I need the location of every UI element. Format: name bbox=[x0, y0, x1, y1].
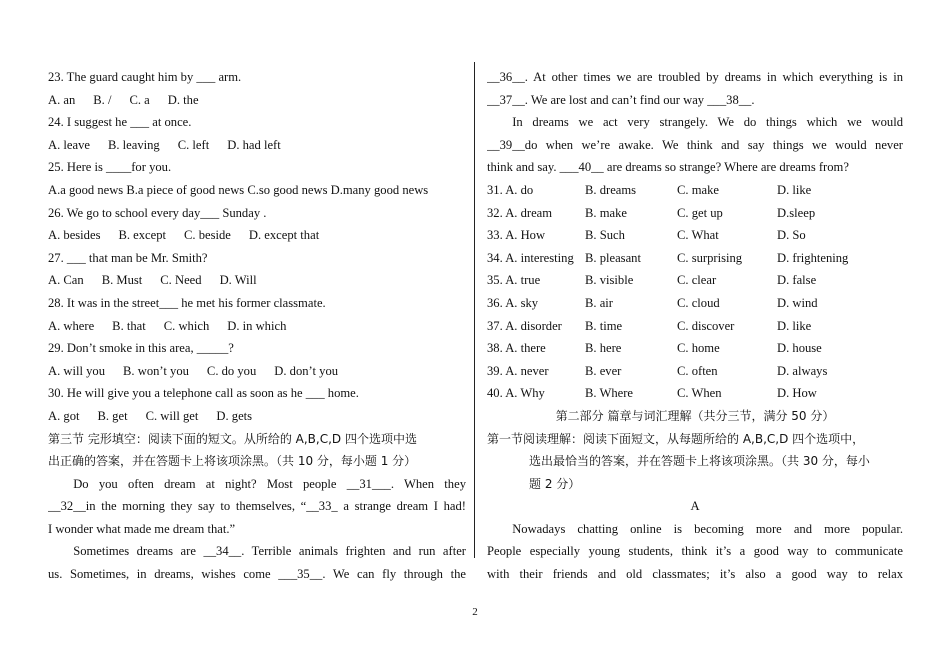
option: 35. A. true bbox=[487, 273, 541, 288]
cloze-options-40 bbox=[487, 382, 903, 405]
option: 37. A. disorder bbox=[487, 318, 562, 333]
cloze-options-31 bbox=[487, 179, 903, 202]
option: 39. A. never bbox=[487, 363, 549, 378]
option: C. make bbox=[677, 182, 719, 197]
section-1-instructions-cont: 选出最恰当的答案，并在答题卡上将该项涂黑。（共 30 分，每小 bbox=[529, 454, 870, 469]
cloze-options-38 bbox=[487, 337, 903, 360]
option: C. a bbox=[129, 92, 150, 107]
option: 36. A. sky bbox=[487, 295, 539, 310]
option: C. Need bbox=[160, 273, 202, 288]
option: B. Must bbox=[101, 273, 143, 288]
option: D. like bbox=[777, 318, 812, 333]
option: B. leaving bbox=[107, 137, 160, 152]
passage-line: Nowadays chatting online is becoming more and more popular. bbox=[512, 521, 903, 536]
option: C. surprising bbox=[677, 250, 743, 265]
passage-line: Do you often dream at night? Most people __31___. When they bbox=[73, 476, 466, 491]
option: D. frightening bbox=[777, 250, 849, 265]
cloze-options-32 bbox=[487, 202, 903, 225]
option: B. ever bbox=[585, 363, 622, 378]
question-23: 23. The guard caught him by ___ arm. bbox=[48, 70, 242, 84]
option: 33. A. How bbox=[487, 228, 546, 243]
option: A. leave bbox=[48, 137, 90, 152]
question-25-options: A.a good news B.a piece of good news C.so good news D.many good news bbox=[48, 182, 429, 197]
passage-line: with their friends and old classmates; it’s also a good way to relax bbox=[487, 567, 903, 582]
question-24: 24. I suggest he ___ at once. bbox=[48, 115, 192, 130]
passage-line: I wonder what made me dream that.” bbox=[48, 521, 236, 536]
question-27: 27. ___ that man be Mr. Smith? bbox=[48, 250, 208, 265]
option: 40. A. Why bbox=[487, 386, 545, 401]
option: D. had left bbox=[227, 137, 281, 152]
option: C. clear bbox=[677, 273, 717, 288]
cloze-options-39 bbox=[487, 360, 903, 383]
option: A. where bbox=[48, 318, 95, 333]
section-3-instructions: 第三节 完形填空：阅读下面的短文。从所给的 A,B,C,D 四个选项中选 bbox=[48, 431, 417, 446]
passage-line: __32__in the morning they say to themselves, “__33_ a strange dream I had! bbox=[48, 499, 466, 514]
cloze-options-36 bbox=[487, 292, 903, 315]
option: C. left bbox=[177, 137, 210, 152]
option: D. How bbox=[777, 386, 817, 401]
section-1-instructions-end: 题 2 分） bbox=[529, 476, 581, 491]
page-number: 2 bbox=[472, 606, 478, 618]
option: C. do you bbox=[206, 363, 257, 378]
option: 31. A. do bbox=[487, 182, 534, 197]
right-column bbox=[487, 66, 903, 586]
question-26: 26. We go to school every day___ Sunday . bbox=[48, 205, 267, 220]
question-26-options bbox=[48, 224, 466, 247]
option: D. in which bbox=[227, 318, 287, 333]
option: B. Such bbox=[585, 228, 625, 243]
cloze-options-37 bbox=[487, 315, 903, 338]
question-29: 29. Don’t smoke in this area, _____? bbox=[48, 341, 234, 356]
question-27-options bbox=[48, 269, 466, 292]
passage-line: People especially young students, think it’s a good way to communicate bbox=[487, 544, 903, 559]
option: B. time bbox=[585, 318, 623, 333]
option: 34. A. interesting bbox=[487, 250, 574, 265]
option: D. house bbox=[777, 341, 822, 356]
question-23-options bbox=[48, 89, 466, 112]
option: D. always bbox=[777, 363, 828, 378]
cloze-options-33 bbox=[487, 224, 903, 247]
option: D. the bbox=[167, 92, 199, 107]
option: D.sleep bbox=[777, 205, 816, 220]
part-2-title: 第二部分 篇章与词汇理解（共分三节，满分 50 分） bbox=[555, 408, 835, 423]
question-28: 28. It was in the street___ he met his former classmate. bbox=[48, 295, 326, 310]
question-24-options bbox=[48, 134, 466, 157]
option: B. that bbox=[112, 318, 146, 333]
option: 38. A. there bbox=[487, 341, 546, 356]
option: C. which bbox=[163, 318, 210, 333]
passage-label: A bbox=[690, 499, 700, 514]
section-1-instructions: 第一节阅读理解：阅读下面短文，从每题所给的 A,B,C,D 四个选项中， bbox=[487, 431, 865, 446]
option: D. Will bbox=[219, 273, 257, 288]
passage-line: In dreams we act very strangely. We do things which we would bbox=[512, 115, 903, 130]
option: C. beside bbox=[184, 228, 231, 243]
passage-line: __36__. At other times we are troubled by dreams in which everything is in bbox=[487, 70, 903, 84]
option: B. get bbox=[97, 408, 128, 423]
section-3-instructions-cont: 出正确的答案，并在答题卡上将该项涂黑。（共 10 分，每小题 1 分） bbox=[48, 454, 417, 469]
option: A. Can bbox=[48, 273, 84, 288]
option: B. Where bbox=[585, 386, 634, 401]
option: C. cloud bbox=[677, 295, 720, 310]
option: C. home bbox=[677, 341, 720, 356]
passage-line: us. Sometimes, in dreams, wishes come ___35__. We can fly through the bbox=[48, 567, 466, 582]
option: C. When bbox=[677, 386, 722, 401]
cloze-options-34 bbox=[487, 247, 903, 270]
left-column bbox=[48, 66, 466, 586]
option: D. don’t you bbox=[274, 363, 339, 378]
option: D. wind bbox=[777, 295, 818, 310]
option: B. air bbox=[585, 295, 613, 310]
question-25: 25. Here is ____for you. bbox=[48, 160, 172, 175]
option: B. visible bbox=[585, 273, 634, 288]
passage-line: __37__. We are lost and can’t find our way ___38__. bbox=[487, 92, 755, 107]
option: A. an bbox=[48, 92, 76, 107]
option: C. often bbox=[677, 363, 718, 378]
option: C. What bbox=[677, 228, 719, 243]
cloze-options-35 bbox=[487, 269, 903, 292]
option: D. gets bbox=[216, 408, 253, 423]
question-28-options bbox=[48, 315, 466, 338]
question-30: 30. He will give you a telephone call as soon as he ___ home. bbox=[48, 386, 359, 401]
option: C. get up bbox=[677, 205, 723, 220]
option: C. will get bbox=[145, 408, 199, 423]
passage-line: __39__do when we’re awake. We think and say things we would never bbox=[487, 137, 903, 152]
option: B. / bbox=[93, 92, 112, 107]
option: D. like bbox=[777, 182, 812, 197]
question-29-options bbox=[48, 360, 466, 383]
option: B. except bbox=[118, 228, 167, 243]
passage-line: think and say. ___40__ are dreams so strange? Where are dreams from? bbox=[487, 160, 849, 175]
option: A. got bbox=[48, 408, 80, 423]
option: D. false bbox=[777, 273, 817, 288]
option: D. except that bbox=[248, 228, 320, 243]
option: C. discover bbox=[677, 318, 735, 333]
option: A. besides bbox=[48, 228, 101, 243]
option: B. pleasant bbox=[585, 250, 641, 265]
passage-line: Sometimes dreams are __34__. Terrible animals frighten and run after bbox=[73, 544, 466, 559]
option: A. will you bbox=[48, 363, 106, 378]
option: D. So bbox=[777, 228, 806, 243]
option: B. won’t you bbox=[123, 363, 189, 378]
question-30-options bbox=[48, 405, 466, 428]
column-divider bbox=[474, 62, 475, 558]
option: 32. A. dream bbox=[487, 205, 553, 220]
option: B. make bbox=[585, 205, 627, 220]
option: B. dreams bbox=[585, 182, 637, 197]
option: B. here bbox=[585, 341, 622, 356]
